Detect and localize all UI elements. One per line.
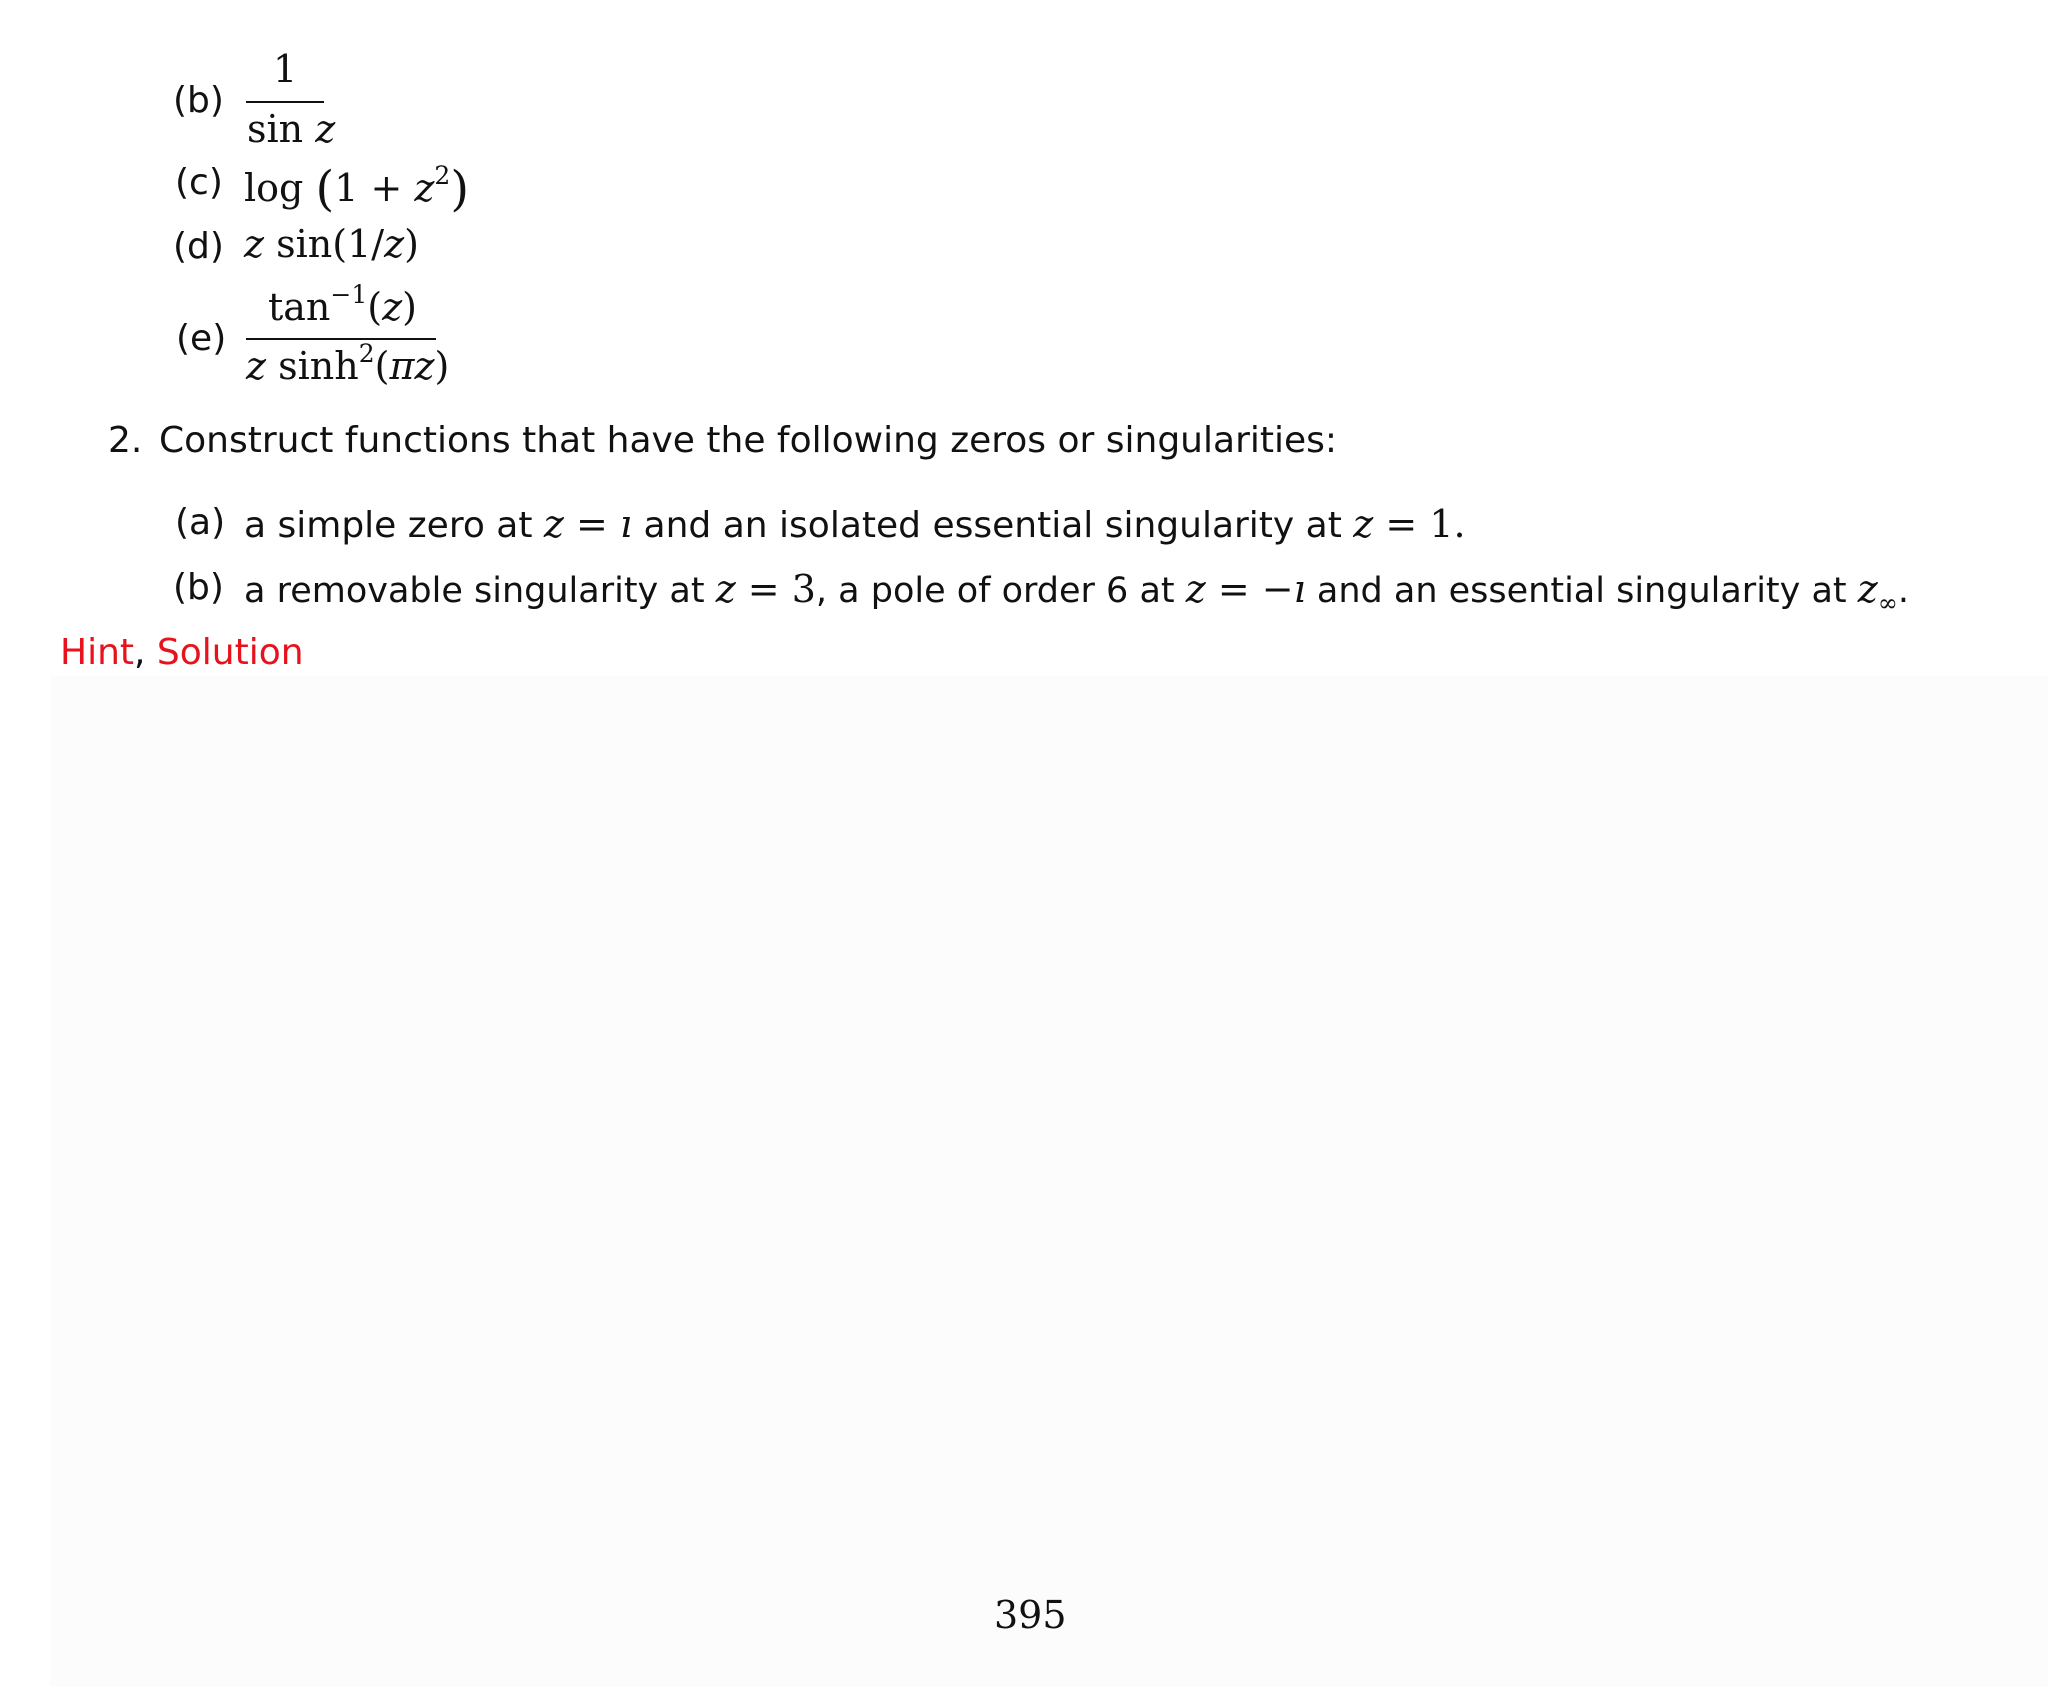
page-background <box>50 676 2048 1687</box>
math-expression: z sin(1/z) <box>244 222 419 266</box>
hint-link[interactable]: Hint <box>60 632 135 673</box>
hint-solution-links <box>60 632 304 673</box>
item-text: a removable singularity at z = 3, a pole of order 6 at z = −ı and an essential singularity at $z_\infty$. <box>244 567 1909 617</box>
fraction-numerator: 1 <box>273 47 298 91</box>
item-label: (e) <box>176 318 227 359</box>
item-label: (c) <box>175 162 223 203</box>
problem-statement: Construct functions that have the following zeros or singularities: <box>159 420 1338 461</box>
fraction-denominator: z $\sinh^2(\pi z)$ <box>246 339 450 388</box>
fraction-denominator: sin z <box>247 107 336 151</box>
fraction-bar <box>246 338 436 340</box>
item-text: a simple zero at z = ı and an isolated essential singularity at z = 1. <box>244 502 1466 546</box>
link-separator: , <box>134 632 157 673</box>
item-label: (b) <box>173 567 224 608</box>
page-number: 395 <box>994 1593 1067 1637</box>
problem-number: 2. <box>108 420 143 461</box>
item-label: (a) <box>175 502 226 543</box>
solution-link[interactable]: Solution <box>156 632 304 673</box>
item-label: (d) <box>173 226 224 267</box>
fraction-bar <box>246 101 324 103</box>
math-expression: $\log (1 + z^2)$ <box>244 161 470 217</box>
item-label: (b) <box>173 80 224 121</box>
fraction-numerator: $\tan^{-1}(z)$ <box>268 280 417 329</box>
